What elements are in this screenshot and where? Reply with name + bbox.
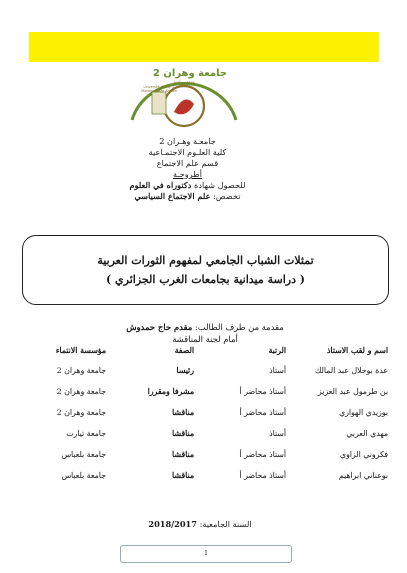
header-institution: مؤسسة الانتماء [55, 345, 106, 355]
degree-prefix: للحصول شهادة [194, 180, 246, 190]
member-institution: جامعة تيارت [66, 429, 106, 438]
academic-year-line [100, 519, 300, 529]
member-rank: أستاذ محاضر أ [239, 408, 286, 417]
university-logo [118, 62, 250, 132]
member-name: بوعناني ابراهيم [338, 471, 388, 480]
institution-header [80, 136, 295, 202]
member-institution: جامعة وهران 2 [56, 408, 106, 417]
specialty-name: علم الاجتماع السياسي [134, 191, 211, 201]
table-row [22, 423, 392, 444]
header-name: اسم و لقب الاستاذ [326, 345, 388, 355]
table-row [22, 465, 392, 486]
thesis-title: تمثلات الشباب الجامعي لمفهوم الثورات العربية [97, 254, 314, 267]
committee-label: أمام لجنة المناقشة [172, 334, 238, 344]
committee-table [22, 340, 392, 486]
header-role: الصفة [174, 345, 194, 355]
degree-name: دكتوراه في العلوم [129, 180, 192, 190]
presenter-name: مقدم حاج حمدوش [126, 322, 193, 332]
committee-table-wrapper [22, 340, 392, 486]
member-name: بن طرمول عبد العزيز [317, 387, 388, 396]
academic-year-label: السنة الجامعية: [199, 519, 252, 529]
member-rank: أستاذ [269, 429, 286, 438]
member-rank: أستاذ محاضر أ [239, 387, 286, 396]
table-row [22, 402, 392, 423]
member-name: مهدي العربي [346, 429, 388, 438]
member-role: مشرفا ومقررا [147, 387, 194, 396]
member-name: عدة بوجلال عبد المالك [314, 366, 388, 375]
presenter-prefix: مقدمة من طرف الطالب: [194, 322, 284, 332]
thesis-label: أطروحـة [172, 169, 203, 179]
department-name: قسم علم الاجتماع [156, 158, 219, 168]
member-rank: أستاذ محاضر أ [239, 471, 286, 480]
member-name: بوزيدي الهواري [338, 408, 388, 417]
member-role: رئيسا [176, 366, 194, 375]
university-logo-graphic [118, 62, 250, 132]
page-number-box [120, 545, 292, 563]
table-row [22, 444, 392, 465]
member-role: مناقشا [172, 408, 194, 417]
logo-arabic-text: جامعة وهران 2 [152, 68, 228, 79]
member-institution: جامعة وهران 2 [56, 366, 106, 375]
member-institution: جامعة وهران 2 [56, 387, 106, 396]
yellow-banner [29, 32, 379, 62]
university-name: جامعـة وهـران 2 [159, 136, 216, 146]
member-institution: جامعة بلعباس [61, 450, 106, 459]
page-number: 1 [204, 550, 208, 557]
logo-french-subtext: Mohamed Ben Ahmed [141, 89, 177, 93]
thesis-title-box [22, 235, 389, 305]
logo-french-text: Université d'Oran 2 [143, 85, 175, 89]
specialty-prefix: تخصص: [213, 191, 241, 201]
member-role: مناقشا [172, 429, 194, 438]
member-role: مناقشا [172, 450, 194, 459]
member-rank: أستاذ محاضر أ [239, 450, 286, 459]
specialty-line [80, 191, 295, 202]
member-rank: أستاذ [269, 366, 286, 375]
faculty-name: كلية العلـوم الاجتمـاعية [148, 147, 227, 157]
header-rank: الرتبة [268, 345, 286, 355]
table-row [22, 381, 392, 402]
member-role: مناقشا [172, 471, 194, 480]
degree-line [80, 180, 295, 191]
thesis-subtitle: ( دراسة ميدانية بجامعات الغرب الجزائري ) [105, 273, 306, 286]
logo-arabic-subtext: محمد بن أحمد [173, 80, 195, 84]
presenter-line [90, 321, 320, 333]
member-name: فكروني الزاوي [339, 450, 388, 459]
member-institution: جامعة بلعباس [61, 471, 106, 480]
table-row [22, 360, 392, 381]
academic-year: 2018/2017 [148, 519, 197, 529]
committee-header-row [22, 340, 392, 360]
